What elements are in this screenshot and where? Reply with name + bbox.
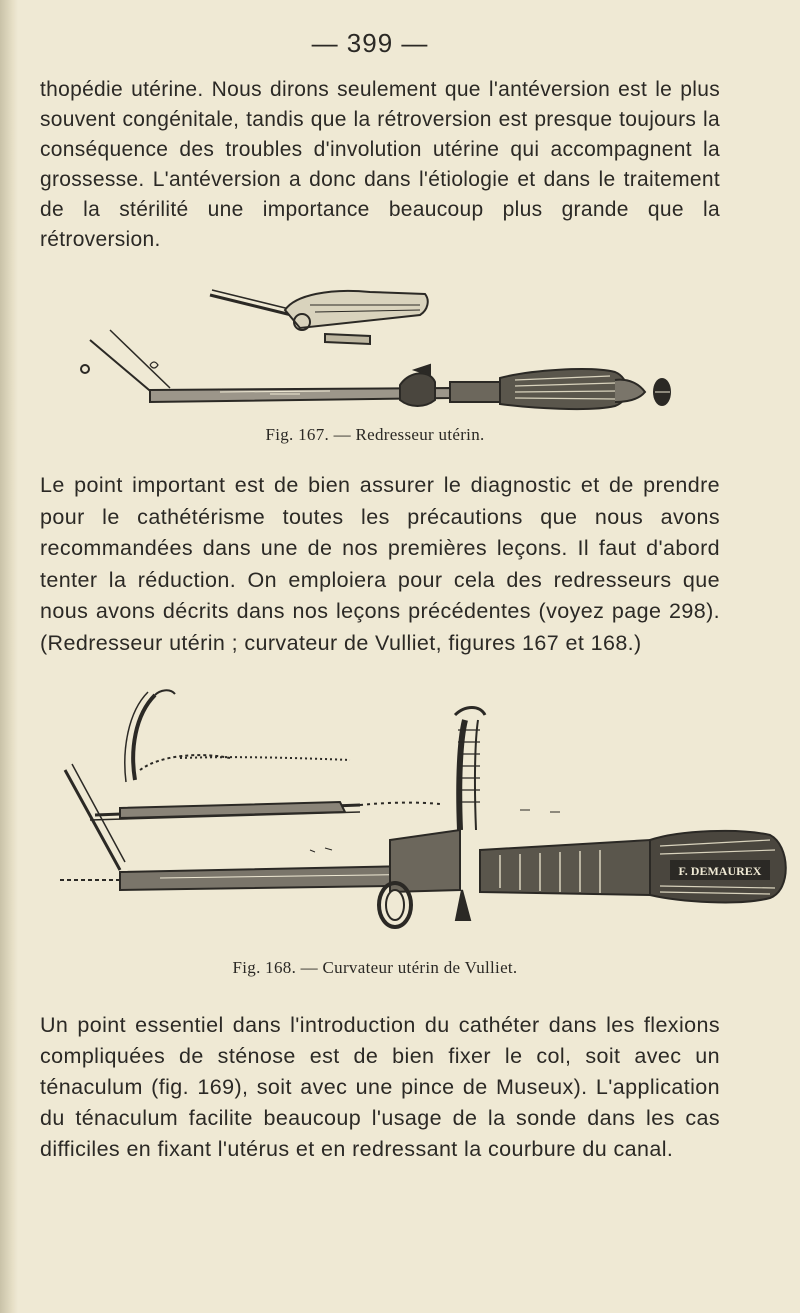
paragraph-closing: Un point essentiel dans l'introduction du cathéter dans les flexions compliquées de sténose est de bien fixer le col, soit avec un ténaculum (fig. 169), soit avec une pince de Museux). L'application du ténaculum facilite beaucoup l'usage de la sonde dans les cas difficiles en fixant l'utérus et en redressant la courbure du canal.	[40, 1013, 720, 1161]
figure-167-illustration	[70, 270, 710, 420]
maker-mark: F. DEMAUREX	[678, 864, 762, 878]
page-number: — 399 —	[311, 28, 429, 58]
figure-167-caption: Fig. 167. — Redresseur utérin.	[265, 425, 485, 444]
paragraph-main: Le point important est de bien assurer le diagnostic et de prendre pour le cathétérisme toutes les précautions que nous avons recommandées dans une de nos premières leçons. Il faut d'abord tenter la réduction. On emploiera pour cela des redresseurs que nous avons décrits dans nos leçons précédentes (voyez page 298). (Redresseur utérin ; curvateur de Vulliet, figures 167 et 168.)	[40, 473, 720, 655]
paragraph-continuation: thopédie utérine. Nous dirons seulement que l'antéversion est le plus souvent congénitale, tandis que la rétroversion est presque toujours la conséquence des troubles d'involution utérine qui accompagnent la grossesse. L'antéversion a donc dans l'étiologie et dans le traitement de la stérilité une importance beaucoup plus grande que la rétroversion.	[40, 78, 720, 251]
figure-168-caption: Fig. 168. — Curvateur utérin de Vulliet.	[232, 958, 518, 977]
page-gutter	[0, 0, 18, 1313]
figure-168-illustration	[60, 680, 800, 950]
